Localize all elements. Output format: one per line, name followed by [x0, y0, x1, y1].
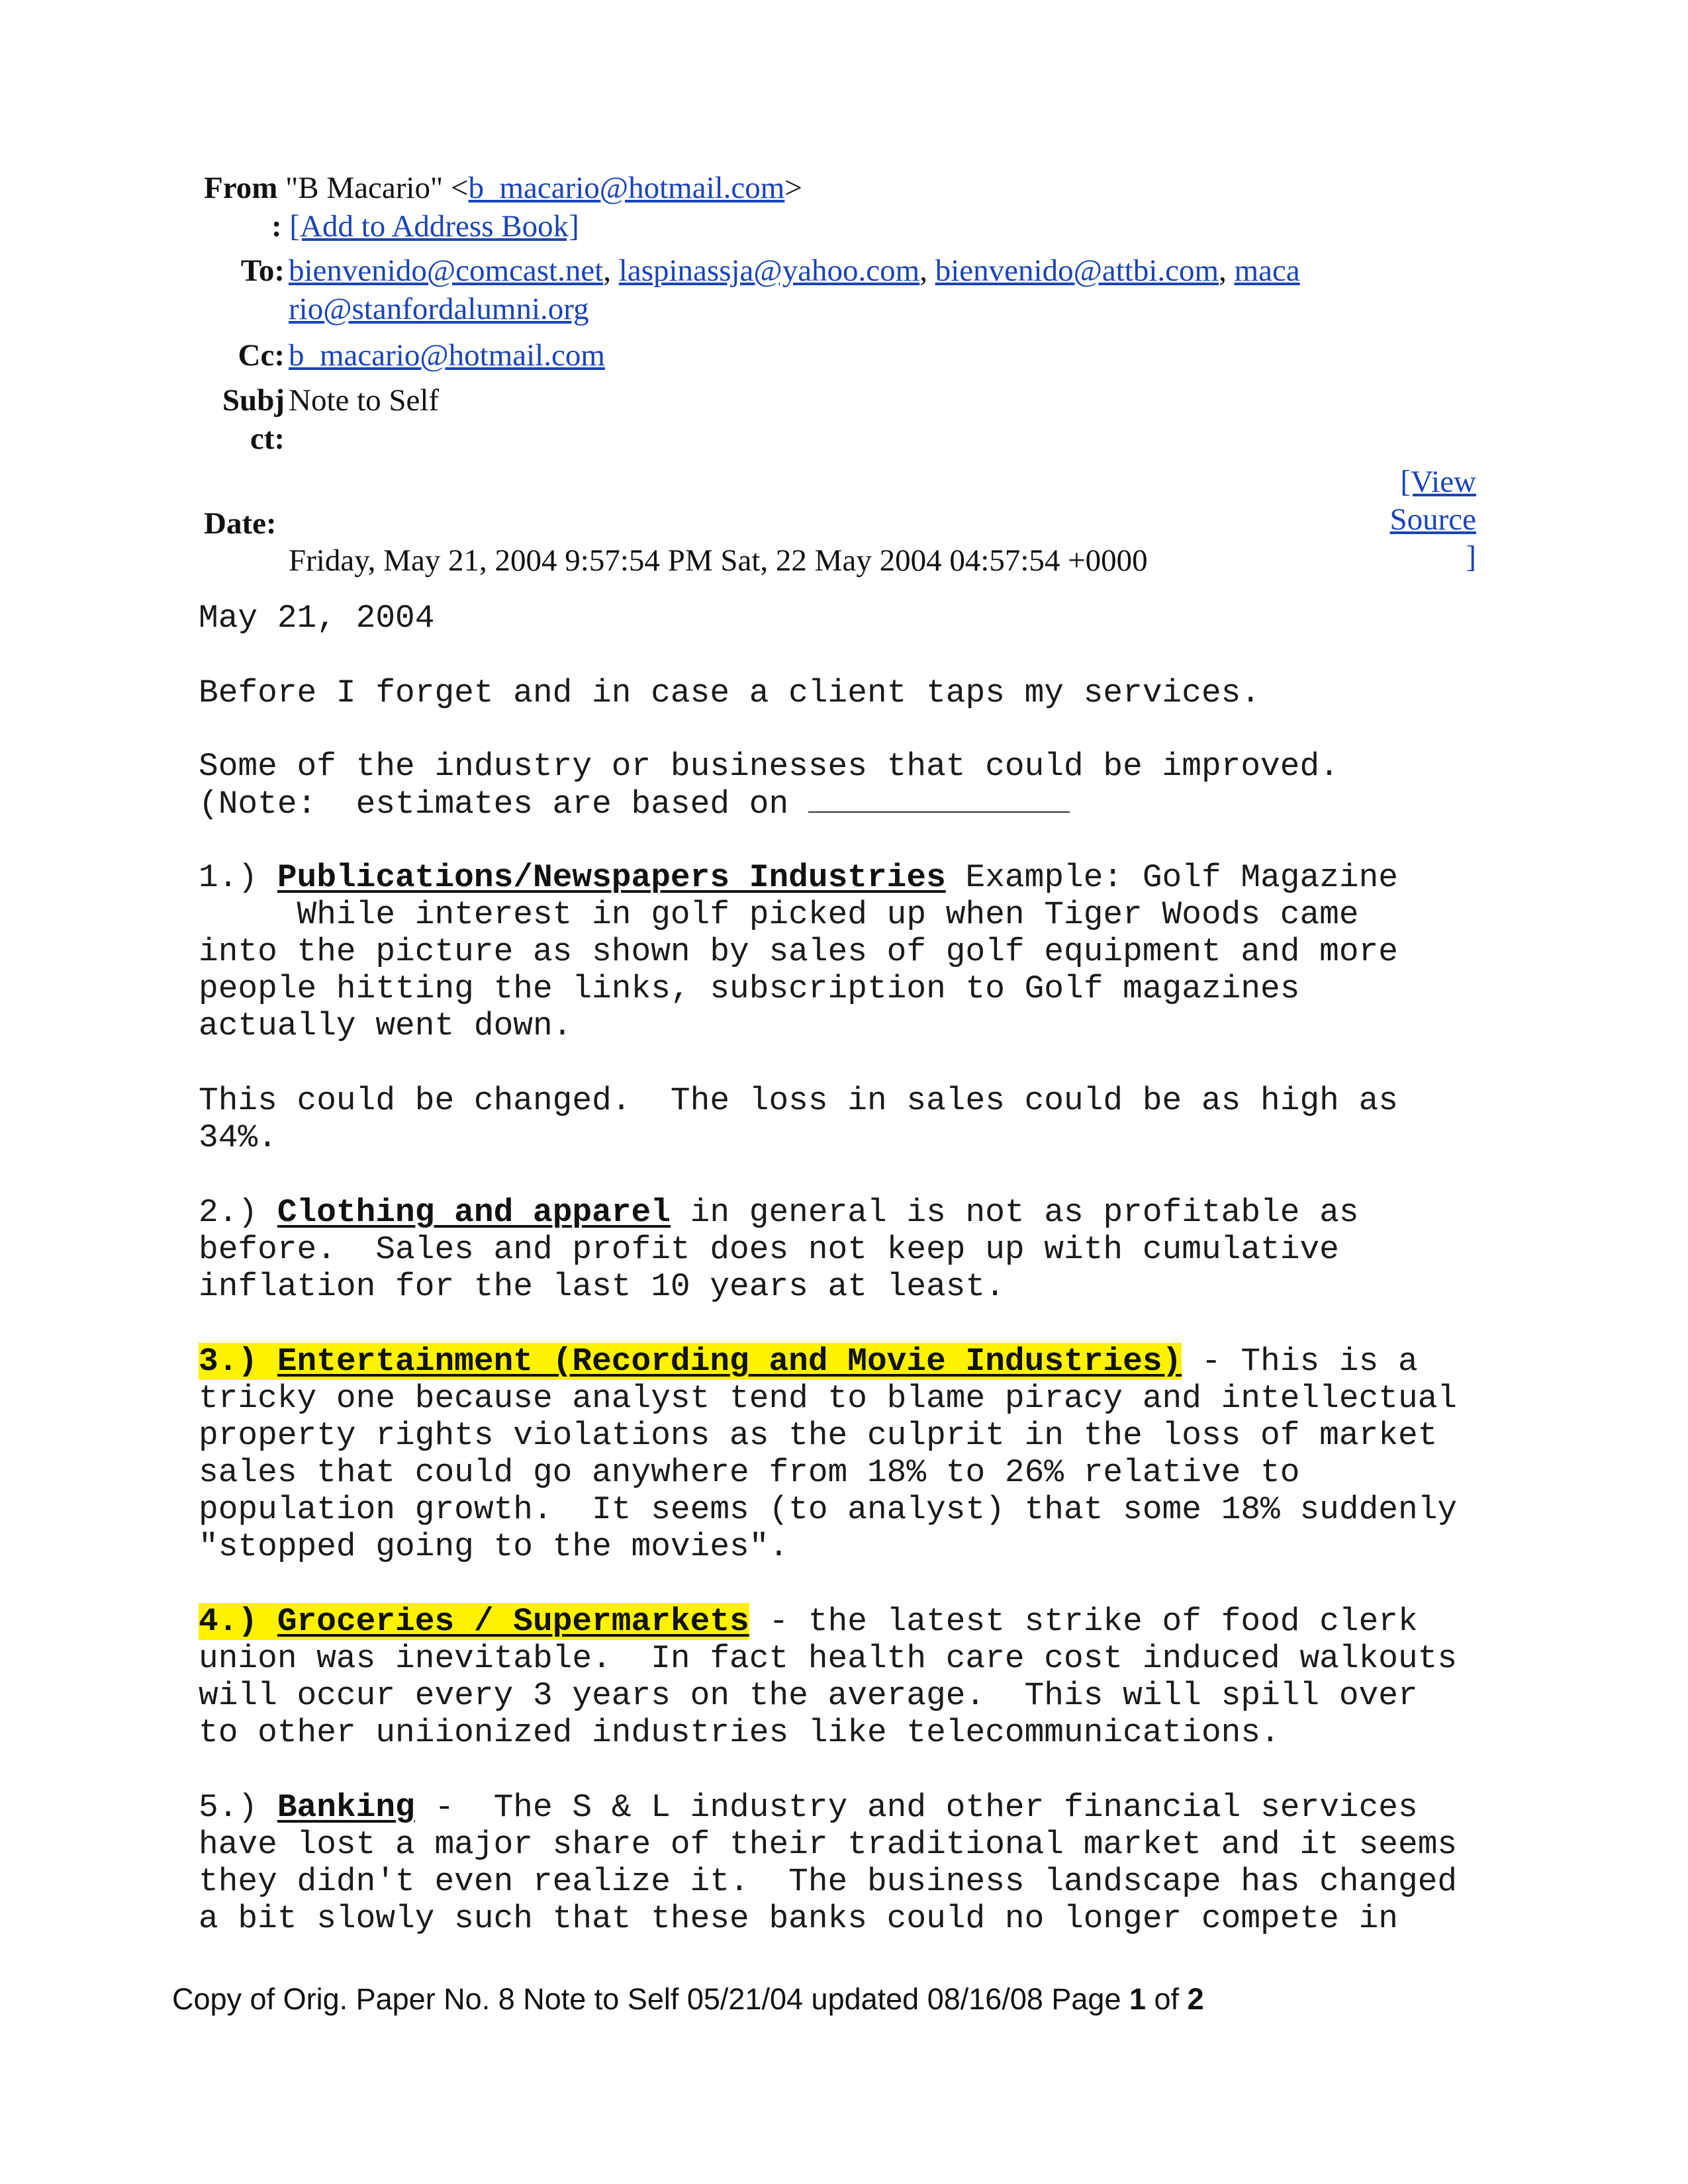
- item3-line4: sales that could go anywhere from 18% to 26% relative to: [199, 1454, 1300, 1491]
- cc-email-link[interactable]: b_macario@hotmail.com: [289, 338, 605, 373]
- item2-line1: [199, 1194, 1496, 1232]
- item2-line3: inflation for the last 10 years at least.: [199, 1268, 1005, 1305]
- item4-line3: will occur every 3 years on the average. This will spill over: [199, 1677, 1418, 1714]
- item3-line2: tricky one because analyst tend to blame piracy and intellectual: [199, 1380, 1458, 1417]
- view-source-text-3: ]: [1466, 540, 1476, 574]
- cc-label: Cc:: [238, 338, 285, 373]
- footer-text: Copy of Orig. Paper No. 8 Note to Self 05/21/04 updated 08/16/08 Page: [172, 1982, 1129, 2016]
- item5-line2: have lost a major share of their traditional market and it seems: [199, 1826, 1458, 1863]
- item2-line2: before. Sales and profit does not keep up with cumulative: [199, 1231, 1339, 1268]
- item4-title: Groceries / Supermarkets: [277, 1603, 749, 1640]
- item1-line3: into the picture as shown by sales of golf equipment and more: [199, 933, 1398, 970]
- item2-title: Clothing and apparel: [277, 1194, 671, 1231]
- to-comma-1: ,: [603, 253, 612, 288]
- from-lt: <: [450, 171, 469, 205]
- to-label: To:: [240, 253, 285, 288]
- item4-highlight: [199, 1603, 749, 1640]
- item5-l1: - The S & L industry and other financial services: [414, 1789, 1418, 1826]
- view-source-text-2: Source: [1389, 502, 1476, 537]
- to-comma-2: ,: [919, 253, 927, 288]
- item1-line4: people hitting the links, subscription to Golf magazines: [199, 970, 1300, 1007]
- to-addresses-line2: [289, 290, 589, 329]
- subject-label-1: Subj: [222, 383, 285, 418]
- item3-l1: - This is a: [1182, 1343, 1418, 1380]
- item3-highlight: [199, 1343, 1182, 1380]
- body-some-line: Some of the industry or businesses that could be improved.: [199, 748, 1339, 785]
- from-label: From: [204, 171, 278, 205]
- item3-line6: "stopped going to the movies".: [199, 1528, 789, 1565]
- item1-p2-line1: This could be changed. The loss in sales could be as high as: [199, 1082, 1398, 1119]
- item4-l1: - the latest strike of food clerk: [749, 1603, 1418, 1640]
- page-footer: [172, 1982, 1204, 2017]
- view-source-link[interactable]: [1344, 463, 1476, 576]
- item2-number: 2.): [199, 1194, 277, 1231]
- footer-of: of: [1146, 1982, 1188, 2016]
- item5-number: 5.): [199, 1789, 277, 1826]
- item1-number: 1.): [199, 859, 277, 896]
- blank-underline: [808, 785, 1070, 813]
- to-email-link-4b[interactable]: rio@stanfordalumni.org: [289, 292, 589, 326]
- item1-title: Publications/Newspapers Industries: [277, 859, 946, 896]
- to-email-link-4a[interactable]: maca: [1234, 253, 1300, 288]
- item4-number: 4.): [199, 1603, 277, 1640]
- item3-number: 3.): [199, 1343, 277, 1380]
- footer-page-total: 2: [1187, 1982, 1204, 2016]
- to-addresses-line1: [289, 251, 1300, 291]
- from-email-link[interactable]: b_macario@hotmail.com: [468, 171, 785, 205]
- body-intro: Before I forget and in case a client taps my services.: [199, 674, 1261, 711]
- footer-page-number: 1: [1129, 1982, 1147, 2016]
- item5-line1: [199, 1789, 1496, 1827]
- item5-line3: they didn't even realize it. The business landscape has changed: [199, 1863, 1458, 1900]
- item3-title: Entertainment (Recording and Movie Industries): [277, 1343, 1182, 1380]
- item1-line2: While interest in golf picked up when Tiger Woods came: [199, 896, 1359, 933]
- date-value: Friday, May 21, 2004 9:57:54 PM Sat, 22 May 2004 04:57:54 +0000: [289, 543, 1148, 578]
- item3-line5: population growth. It seems (to analyst) that some 18% suddenly: [199, 1491, 1458, 1528]
- item2-l1: in general is not as profitable as: [670, 1194, 1359, 1231]
- to-email-link-2[interactable]: laspinassja@yahoo.com: [618, 253, 920, 288]
- subject-value: Note to Self: [289, 383, 440, 418]
- address-book-row: [271, 207, 579, 246]
- item5-line4: a bit slowly such that these banks could no longer compete in: [199, 1900, 1398, 1937]
- item4-line2: union was inevitable. In fact health care cost induced walkouts: [199, 1640, 1458, 1677]
- item3-line1: [199, 1343, 1496, 1381]
- subject-label-2: ct:: [250, 422, 285, 456]
- from-name: "B Macario": [285, 171, 444, 205]
- from-row: [204, 169, 802, 208]
- item1-line1: [199, 859, 1496, 897]
- note-text: (Note: estimates are based on: [199, 786, 808, 823]
- from-gt: >: [784, 171, 802, 205]
- body-date: May 21, 2004: [199, 600, 435, 637]
- date-label: Date:: [204, 506, 277, 541]
- item5-title: Banking: [277, 1789, 415, 1826]
- item4-line4: to other uniionized industries like telecommunications.: [199, 1714, 1280, 1751]
- cc-value: [289, 336, 605, 375]
- body-note-line: [199, 785, 1496, 823]
- item4-line1: [199, 1603, 1496, 1641]
- item3-line3: property rights violations as the culprit in the loss of market: [199, 1417, 1438, 1454]
- to-email-link-1[interactable]: bienvenido@comcast.net: [289, 253, 604, 288]
- add-to-address-book-link[interactable]: [Add to Address Book]: [289, 209, 579, 244]
- item1-p2-line2: 34%.: [199, 1119, 277, 1156]
- view-source-text-1: [View: [1400, 465, 1476, 499]
- item1-line5: actually went down.: [199, 1007, 573, 1044]
- colon-label: :: [271, 209, 282, 244]
- to-email-link-3[interactable]: bienvenido@attbi.com: [935, 253, 1219, 288]
- to-comma-3: ,: [1219, 253, 1227, 288]
- item1-l1: Example: Golf Magazine: [945, 859, 1399, 896]
